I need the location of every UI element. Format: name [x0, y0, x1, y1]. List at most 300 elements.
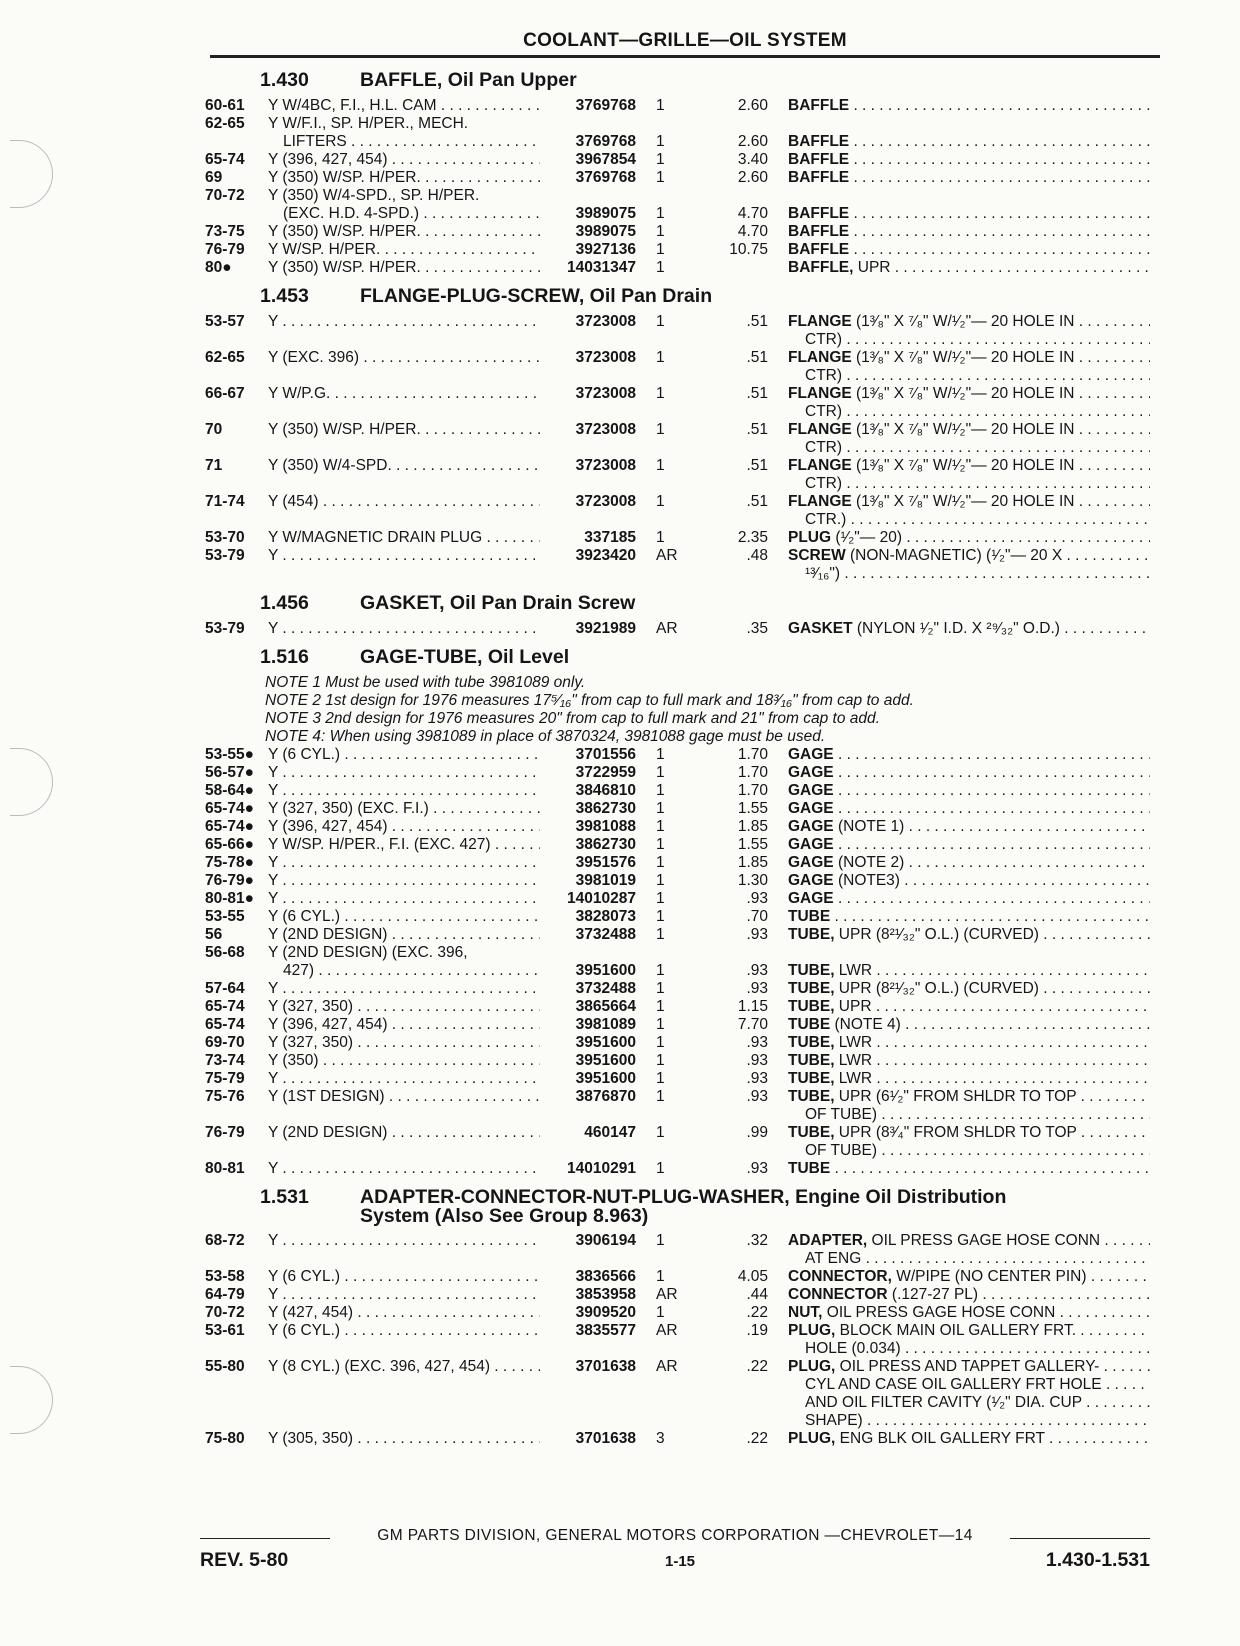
part-number: 3732488	[575, 980, 636, 997]
page-title: COOLANT—GRILLE—OIL SYSTEM	[523, 30, 847, 51]
application-text: Y (327, 350) (EXC. F.I.)	[268, 800, 429, 817]
part-name-continued-text: CYL AND CASE OIL GALLERY FRT HOLE	[805, 1376, 1102, 1393]
part-name-bold: FLANGE	[788, 349, 852, 366]
parts-row	[0, 114, 1240, 133]
price: .22	[746, 1358, 768, 1375]
application-text: Y W/SP. H/PER., F.I. (EXC. 427)	[268, 836, 491, 853]
part-name	[788, 1321, 1150, 1340]
application-description	[268, 889, 540, 908]
quantity: 1	[656, 1070, 665, 1087]
model-years: 71-74	[205, 493, 245, 510]
application-description	[268, 979, 540, 998]
model-years: 69-70	[205, 1034, 245, 1051]
model-years: 71	[205, 457, 223, 474]
model-years: 56-57●	[205, 764, 255, 781]
part-name-bold: TUBE	[788, 908, 831, 925]
application-description	[283, 961, 540, 980]
parts-row	[0, 330, 1240, 349]
part-number: 3769768	[575, 133, 636, 150]
price: 7.70	[737, 1016, 768, 1033]
model-years: 80●	[205, 259, 232, 276]
part-name-detail: UPR (8³⁄₄" FROM SHLDR TO TOP	[834, 1124, 1077, 1141]
parts-row	[0, 546, 1240, 565]
application-text: Y (8 CYL.) (EXC. 396, 427, 454)	[268, 1358, 490, 1375]
part-name-bold: TUBE,	[788, 998, 835, 1015]
part-name-continuation	[805, 1105, 1150, 1124]
quantity: 1	[656, 1232, 665, 1249]
quantity: 1	[656, 836, 665, 853]
price: 1.15	[737, 998, 768, 1015]
part-name-bold: TUBE,	[788, 980, 835, 997]
footer-division: GM PARTS DIVISION, GENERAL MOTORS CORPORATION —CHEVROLET—14	[377, 1527, 973, 1544]
price: 1.70	[737, 782, 768, 799]
application-description	[268, 1159, 540, 1178]
application-text: Y (EXC. 396)	[268, 349, 360, 366]
part-number: 14010291	[567, 1160, 636, 1177]
parts-row	[0, 1339, 1240, 1358]
parts-row	[0, 1267, 1240, 1286]
part-name	[788, 1303, 1150, 1322]
model-years: 76-79	[205, 241, 245, 258]
application-text: Y (350) W/4-SPD., SP. H/PER.	[268, 187, 480, 204]
part-name-bold: GAGE	[788, 800, 834, 817]
quantity: 1	[656, 241, 665, 258]
application-description	[268, 1069, 540, 1088]
model-years: 70-72	[205, 187, 245, 204]
application-text: Y	[268, 620, 279, 637]
part-name-continuation	[805, 1393, 1150, 1412]
application-text: Y (350) W/SP. H/PER.	[268, 169, 421, 186]
part-name-detail: (NON-MAGNETIC) (¹⁄₂"— 20 X	[845, 547, 1063, 564]
section-number: 1.453	[260, 285, 309, 307]
part-name-bold: BAFFLE	[788, 223, 850, 240]
section-subtitle: System (Also See Group 8.963)	[360, 1205, 649, 1227]
part-name-continuation	[805, 1339, 1150, 1358]
price: 1.85	[737, 818, 768, 835]
parts-row	[0, 1069, 1240, 1088]
price: .93	[746, 926, 768, 943]
quantity: AR	[656, 1358, 678, 1375]
parts-row	[0, 222, 1240, 241]
application-description	[268, 1321, 540, 1340]
application-description	[268, 1267, 540, 1286]
parts-row	[0, 168, 1240, 187]
part-name	[788, 150, 1150, 169]
parts-row	[0, 204, 1240, 223]
parts-row	[0, 799, 1240, 818]
application-description	[268, 1357, 540, 1376]
parts-row	[0, 96, 1240, 115]
parts-row	[0, 745, 1240, 764]
section-number: 1.531	[260, 1186, 309, 1208]
section-title-text: FLANGE-PLUG-SCREW, Oil Pan Drain	[360, 285, 713, 307]
application-description	[268, 745, 540, 764]
part-name-bold: PLUG,	[788, 1430, 836, 1447]
application-text: Y (6 CYL.)	[268, 908, 341, 925]
part-number: 3723008	[575, 493, 636, 510]
part-number: 3722959	[575, 764, 636, 781]
part-number: 3921989	[575, 620, 636, 637]
part-number: 3951600	[575, 1070, 636, 1087]
part-number: 3723008	[575, 313, 636, 330]
part-name-detail: ENG BLK OIL GALLERY FRT	[835, 1430, 1045, 1447]
part-name-bold: BAFFLE,	[788, 259, 854, 276]
application-description	[268, 925, 540, 944]
part-name-continued-text: ¹³⁄₁₆")	[805, 565, 841, 582]
part-name-detail: (NYLON ¹⁄₂" I.D. X ²⁹⁄₃₂" O.D.)	[852, 620, 1060, 637]
price: .93	[746, 962, 768, 979]
price: .93	[746, 1052, 768, 1069]
part-name-bold: PLUG	[788, 529, 832, 546]
part-name	[788, 96, 1150, 115]
part-name-bold: GAGE	[788, 890, 834, 907]
parts-row	[0, 150, 1240, 169]
quantity: 1	[656, 890, 665, 907]
parts-row	[0, 420, 1240, 439]
quantity: AR	[656, 1286, 678, 1303]
quantity: 1	[656, 259, 665, 276]
application-description	[268, 943, 540, 962]
application-text: Y (2ND DESIGN)	[268, 926, 388, 943]
part-name	[788, 619, 1150, 638]
application-description	[268, 799, 540, 818]
part-number: 14010287	[567, 890, 636, 907]
model-years: 69	[205, 169, 223, 186]
part-number: 3835577	[575, 1322, 636, 1339]
part-number: 3828073	[575, 908, 636, 925]
part-name	[788, 204, 1150, 223]
application-text: Y (6 CYL.)	[268, 1268, 341, 1285]
part-name-continued-text: HOLE (0.034)	[805, 1340, 901, 1357]
part-name-bold: GAGE	[788, 854, 834, 871]
part-name-continuation	[805, 1411, 1150, 1430]
application-text: Y	[268, 1286, 279, 1303]
part-name	[788, 1087, 1150, 1106]
quantity: 1	[656, 872, 665, 889]
part-name-continued-text: CTR)	[805, 403, 843, 420]
application-text: Y (350) W/4-SPD.	[268, 457, 392, 474]
group-range: 1.430-1.531	[1045, 1549, 1150, 1571]
part-name-continued-text: CTR)	[805, 439, 843, 456]
footnote: NOTE 1 Must be used with tube 3981089 only.	[265, 674, 586, 691]
model-years: 80-81	[205, 1160, 245, 1177]
application-description	[268, 456, 540, 475]
part-number: 3951576	[575, 854, 636, 871]
application-description	[268, 817, 540, 836]
part-number: 3951600	[575, 962, 636, 979]
part-name-bold: BAFFLE	[788, 205, 850, 222]
price: .93	[746, 1034, 768, 1051]
parts-row	[0, 889, 1240, 908]
section-number: 1.516	[260, 646, 309, 668]
application-text: Y	[268, 890, 279, 907]
page-number: 1-15	[664, 1553, 696, 1570]
part-number: 3981019	[575, 872, 636, 889]
parts-row	[0, 1033, 1240, 1052]
part-number: 3923420	[575, 547, 636, 564]
price: 1.55	[737, 836, 768, 853]
part-name-bold: TUBE,	[788, 1052, 835, 1069]
part-name	[788, 456, 1150, 475]
part-number: 3723008	[575, 349, 636, 366]
application-text: Y (2ND DESIGN)	[268, 1124, 388, 1141]
parts-row	[0, 1249, 1240, 1268]
application-description	[268, 619, 540, 638]
parts-row	[0, 474, 1240, 493]
part-name	[788, 132, 1150, 151]
part-name	[788, 258, 1150, 277]
part-name-continued-text: SHAPE)	[805, 1412, 863, 1429]
part-name-continued-text: AT ENG	[805, 1250, 862, 1267]
parts-row	[0, 925, 1240, 944]
footer-rule-right	[1010, 1538, 1150, 1539]
application-description	[268, 1285, 540, 1304]
model-years: 73-75	[205, 223, 245, 240]
part-number: 3967854	[575, 151, 636, 168]
part-name-detail: OIL PRESS GAGE HOSE CONN	[867, 1232, 1101, 1249]
parts-row	[0, 781, 1240, 800]
model-years: 57-64	[205, 980, 245, 997]
part-name-detail: UPR	[853, 259, 891, 276]
quantity: 1	[656, 980, 665, 997]
price: .35	[746, 620, 768, 637]
application-text: Y	[268, 547, 279, 564]
price: 10.75	[729, 241, 768, 258]
quantity: 3	[656, 1430, 665, 1447]
price: .22	[746, 1430, 768, 1447]
parts-row	[0, 402, 1240, 421]
part-name	[788, 763, 1150, 782]
quantity: 1	[656, 421, 665, 438]
part-number: 3723008	[575, 457, 636, 474]
parts-row	[0, 1303, 1240, 1322]
model-years: 53-79	[205, 547, 245, 564]
application-description	[268, 1123, 540, 1142]
parts-row	[0, 348, 1240, 367]
model-years: 75-76	[205, 1088, 245, 1105]
parts-row	[0, 1393, 1240, 1412]
part-name-detail: UPR (6¹⁄₂" FROM SHLDR TO TOP	[834, 1088, 1077, 1105]
part-name-bold: TUBE	[788, 1160, 831, 1177]
quantity: 1	[656, 998, 665, 1015]
model-years: 68-72	[205, 1232, 245, 1249]
part-name-detail: (1³⁄₈" X ⁷⁄₈" W/¹⁄₂"— 20 HOLE IN	[851, 421, 1075, 438]
application-description	[268, 835, 540, 854]
parts-row	[0, 1231, 1240, 1250]
model-years: 75-80	[205, 1430, 245, 1447]
quantity: 1	[656, 962, 665, 979]
application-description	[268, 763, 540, 782]
part-name-continuation	[805, 1141, 1150, 1160]
part-number: 3862730	[575, 800, 636, 817]
application-text: Y (6 CYL.)	[268, 1322, 341, 1339]
part-name	[788, 853, 1150, 872]
part-name-bold: ADAPTER,	[788, 1232, 868, 1249]
price: .99	[746, 1124, 768, 1141]
part-name-bold: GAGE	[788, 872, 834, 889]
part-name-bold: GAGE	[788, 782, 834, 799]
part-name-detail: UPR (8²¹⁄₃₂" O.L.) (CURVED)	[834, 926, 1039, 943]
parts-row	[0, 817, 1240, 836]
part-name-bold: GASKET	[788, 620, 853, 637]
part-number: 3723008	[575, 421, 636, 438]
model-years: 53-79	[205, 620, 245, 637]
price: .51	[746, 493, 768, 510]
parts-row	[0, 1123, 1240, 1142]
application-description	[268, 384, 540, 403]
parts-row	[0, 186, 1240, 205]
part-number: 460147	[584, 1124, 636, 1141]
part-name-continued-text: OF TUBE)	[805, 1106, 878, 1123]
price: .93	[746, 1088, 768, 1105]
part-name-continuation	[805, 1375, 1150, 1394]
part-number: 14031347	[567, 259, 636, 276]
part-name	[788, 1033, 1150, 1052]
application-description	[268, 997, 540, 1016]
parts-row	[0, 763, 1240, 782]
price: .51	[746, 421, 768, 438]
part-name-bold: TUBE,	[788, 1070, 835, 1087]
part-name-continued-text: CTR)	[805, 475, 843, 492]
part-name-bold: TUBE,	[788, 1124, 835, 1141]
part-number: 3989075	[575, 223, 636, 240]
part-number: 3769768	[575, 169, 636, 186]
application-description	[268, 150, 540, 169]
parts-row	[0, 979, 1240, 998]
part-name	[788, 222, 1150, 241]
part-name	[788, 240, 1150, 259]
quantity: 1	[656, 385, 665, 402]
part-name	[788, 817, 1150, 836]
part-number: 3981088	[575, 818, 636, 835]
part-name	[788, 1231, 1150, 1250]
part-name-continuation	[805, 474, 1150, 493]
footer-rule-left	[200, 1538, 330, 1539]
quantity: 1	[656, 1160, 665, 1177]
application-description	[268, 1033, 540, 1052]
quantity: 1	[656, 151, 665, 168]
part-name	[788, 1429, 1150, 1448]
application-text: Y (350)	[268, 1052, 319, 1069]
price: .32	[746, 1232, 768, 1249]
part-name-detail: (1³⁄₈" X ⁷⁄₈" W/¹⁄₂"— 20 HOLE IN	[851, 385, 1075, 402]
parts-row	[0, 871, 1240, 890]
part-name	[788, 492, 1150, 511]
parts-row	[0, 835, 1240, 854]
part-name-bold: TUBE,	[788, 1088, 835, 1105]
section-heading	[260, 646, 569, 670]
part-number: 3723008	[575, 385, 636, 402]
application-description	[268, 1303, 540, 1322]
part-number: 3909520	[575, 1304, 636, 1321]
quantity: 1	[656, 97, 665, 114]
parts-row	[0, 1141, 1240, 1160]
parts-row	[0, 258, 1240, 277]
quantity: 1	[656, 818, 665, 835]
part-name-bold: BAFFLE	[788, 97, 850, 114]
application-text: Y W/P.G.	[268, 385, 331, 402]
parts-row	[0, 1159, 1240, 1178]
part-name-bold: BAFFLE	[788, 241, 850, 258]
model-years: 65-66●	[205, 836, 255, 853]
parts-row	[0, 1087, 1240, 1106]
part-name-bold: GAGE	[788, 836, 834, 853]
application-text: Y (350) W/SP. H/PER.	[268, 421, 421, 438]
parts-row	[0, 1015, 1240, 1034]
parts-row	[0, 1357, 1240, 1376]
quantity: 1	[656, 169, 665, 186]
parts-row	[0, 1375, 1240, 1394]
part-name-detail: LWR	[834, 1052, 873, 1069]
quantity: 1	[656, 1034, 665, 1051]
quantity: 1	[656, 1088, 665, 1105]
part-name	[788, 907, 1150, 926]
part-name-detail: UPR (8²¹⁄₃₂" O.L.) (CURVED)	[834, 980, 1039, 997]
part-number: 3862730	[575, 836, 636, 853]
parts-row	[0, 564, 1240, 583]
section-number: 1.456	[260, 592, 309, 614]
quantity: 1	[656, 349, 665, 366]
parts-row	[0, 366, 1240, 385]
model-years: 53-58	[205, 1268, 245, 1285]
application-text: Y	[268, 1232, 279, 1249]
application-description	[268, 1015, 540, 1034]
part-name	[788, 799, 1150, 818]
part-name-detail: (1³⁄₈" X ⁷⁄₈" W/¹⁄₂"— 20 HOLE IN	[851, 313, 1075, 330]
part-name-bold: PLUG,	[788, 1358, 836, 1375]
part-name-bold: BAFFLE	[788, 151, 850, 168]
part-name	[788, 925, 1150, 944]
part-name	[788, 420, 1150, 439]
application-description	[268, 528, 540, 547]
price: .93	[746, 890, 768, 907]
part-name	[788, 546, 1150, 565]
quantity: 1	[656, 493, 665, 510]
model-years: 70-72	[205, 1304, 245, 1321]
part-name-bold: FLANGE	[788, 457, 852, 474]
part-name-bold: TUBE	[788, 1016, 831, 1033]
part-name-continuation	[805, 402, 1150, 421]
parts-row	[0, 492, 1240, 511]
model-years: 53-55●	[205, 746, 255, 763]
model-years: 60-61	[205, 97, 245, 114]
model-years: 66-67	[205, 385, 245, 402]
price: .44	[746, 1286, 768, 1303]
quantity: 1	[656, 1052, 665, 1069]
price: .70	[746, 908, 768, 925]
part-name	[788, 1069, 1150, 1088]
part-name	[788, 1159, 1150, 1178]
model-years: 65-74●	[205, 800, 255, 817]
part-name	[788, 348, 1150, 367]
part-name	[788, 528, 1150, 547]
application-text: Y (327, 350)	[268, 1034, 354, 1051]
part-name-continuation	[805, 366, 1150, 385]
part-name-bold: CONNECTOR	[788, 1286, 888, 1303]
quantity: 1	[656, 800, 665, 817]
section-heading	[260, 285, 712, 309]
part-name	[788, 835, 1150, 854]
part-name-continuation	[805, 510, 1150, 529]
price: .22	[746, 1304, 768, 1321]
part-name-detail: LWR	[834, 1070, 873, 1087]
part-name-continuation	[805, 330, 1150, 349]
quantity: 1	[656, 1268, 665, 1285]
part-name-continued-text: CTR)	[805, 367, 843, 384]
application-description	[268, 222, 540, 241]
part-number: 3906194	[575, 1232, 636, 1249]
parts-row	[0, 132, 1240, 151]
